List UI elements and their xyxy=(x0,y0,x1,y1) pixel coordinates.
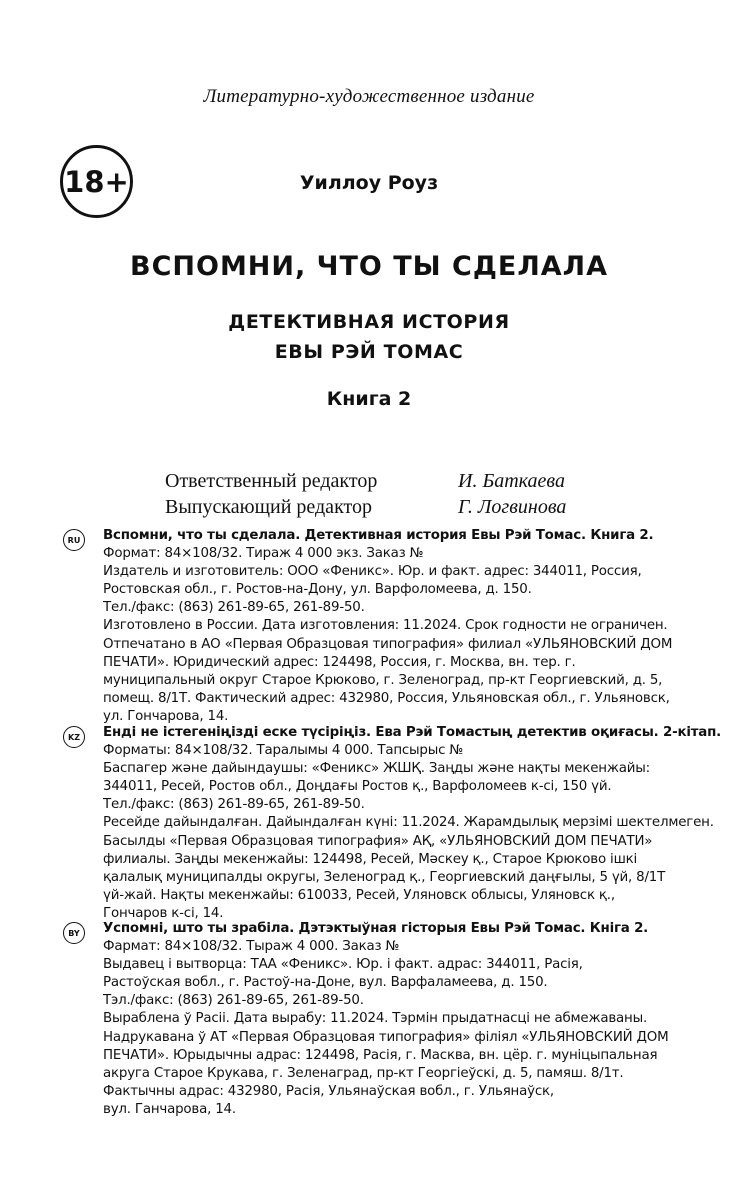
imprint-line: Вспомни, что ты сделала. Детективная история Евы Рэй Томас. Книга 2. xyxy=(103,528,654,543)
book-subtitle-line-2: ЕВЫ РЭЙ ТОМАС xyxy=(274,341,464,363)
imprint-line: Фактычны адрас: 432980, Расія, Ульянаўская вобл., г. Ульянаўск, xyxy=(103,1083,554,1099)
author-name: Уиллоу Роуз xyxy=(299,172,439,194)
imprint-line: Ростовская обл., г. Ростов-на-Дону, ул. Варфоломеева, д. 150. xyxy=(103,582,532,598)
imprint-line: Тел./факс: (863) 261-89-65, 261-89-50. xyxy=(103,797,365,813)
imprint-line: Успомні, што ты зрабіла. Дэтэктыўная гісторыя Евы Рэй Томас. Кніга 2. xyxy=(103,921,649,936)
imprint-line: муниципальный округ Старое Крюково, г. Зеленоград, пр-кт Георгиевский, д. 5, xyxy=(103,672,663,688)
imprint-text xyxy=(103,920,723,1119)
imprint-line: акруга Старое Крукава, г. Зеленаград, пр-кт Георгіеўскі, д. 5, памяш. 8/1т. xyxy=(103,1065,624,1081)
language-ru-icon: RU xyxy=(63,529,85,551)
book-subtitle-line-1: ДЕТЕКТИВНАЯ ИСТОРИЯ xyxy=(228,311,510,333)
imprint-line: Гончаров к-сі, 14. xyxy=(103,905,224,921)
imprint-line: Растоўская вобл., г. Растоў-на-Доне, вул. Варфаламеева, д. 150. xyxy=(103,975,548,991)
imprint-line: вул. Ганчарова, 14. xyxy=(103,1101,236,1117)
imprint-line: Тел./факс: (863) 261-89-65, 261-89-50. xyxy=(103,600,365,616)
editor-role: Выпускающий редактор xyxy=(165,495,372,518)
imprint-line: ПЕЧАТИ». Юрыдычны адрас: 124498, Расія, г. Масква, вн. цёр. г. муніцыпальная xyxy=(103,1047,658,1063)
imprint-line: Надрукавана ў АТ «Первая Образцовая типография» філіял «УЛЬЯНОВСКИЙ ДОМ xyxy=(103,1029,669,1045)
imprint-text xyxy=(103,527,723,726)
imprint-line: Басылды «Первая Образцовая типография» АҚ, «УЛЬЯНОВСКИЙ ДОМ ПЕЧАТИ» xyxy=(103,833,653,849)
imprint-line: Выраблена ў Расіі. Дата вырабу: 11.2024. Тэрмін прыдатнасці не абмежаваны. xyxy=(103,1011,648,1027)
imprint-line: Выдавец і вытворца: ТАА «Феникс». Юр. і факт. адрас: 344011, Расія, xyxy=(103,957,583,973)
imprint-line: Тэл./факс: (863) 261-89-65, 261-89-50. xyxy=(103,993,364,1009)
language-by-icon: BY xyxy=(63,922,85,944)
editor-name: Г. Логвинова xyxy=(458,495,567,518)
edition-type: Литературно-художественное издание xyxy=(203,86,535,107)
book-volume: Книга 2 xyxy=(326,388,412,410)
editors-block xyxy=(165,468,605,520)
imprint-line: помещ. 8/1Т. Фактический адрес: 432980, Россия, Ульяновская обл., г. Ульяновск, xyxy=(103,690,670,706)
imprint-line: ПЕЧАТИ». Юридический адрес: 124498, Россия, г. Москва, вн. тер. г. xyxy=(103,654,576,670)
book-title: ВСПОМНИ, ЧТО ТЫ СДЕЛАЛА xyxy=(130,251,608,282)
imprint-line: Издатель и изготовитель: ООО «Феникс». Юр. и факт. адрес: 344011, Россия, xyxy=(103,564,642,580)
imprint-line: Формат: 84×108/32. Тираж 4 000 экз. Заказ № xyxy=(103,546,424,562)
imprint-text xyxy=(103,724,723,923)
imprint-line: Ресейде дайындалған. Дайындалған күні: 11.2024. Жарамдылық мерзімі шектелмеген. xyxy=(103,815,714,831)
imprint-line: Изготовлено в России. Дата изготовления: 11.2024. Срок годности не ограничен. xyxy=(103,618,668,634)
language-kz-icon: KZ xyxy=(63,726,85,748)
imprint-line: ул. Гончарова, 14. xyxy=(103,708,229,724)
imprint-line: филиалы. Заңды мекенжайы: 124498, Ресей, Мәскеу қ., Старое Крюково ішкі xyxy=(103,851,638,867)
imprint-line: үй-жай. Нақты мекенжайы: 610033, Ресей, Уляновск облысы, Уляновск қ., xyxy=(103,887,615,903)
imprint-line: Форматы: 84×108/32. Таралымы 4 000. Тапсырыс № xyxy=(103,743,464,759)
imprint-line: қалалық муниципалды округы, Зеленоград қ., Георгиевский даңғылы, 5 үй, 8/1Т xyxy=(103,869,666,885)
age-rating-label: 18+ xyxy=(64,164,129,199)
imprint-line: Отпечатано в АО «Первая Образцовая типография» филиал «УЛЬЯНОВСКИЙ ДОМ xyxy=(103,636,673,652)
editor-row xyxy=(165,494,605,520)
editor-role: Ответственный редактор xyxy=(165,469,378,492)
imprint-line: Енді не істегеніңізді еске түсіріңіз. Ева Рэй Томастың детектив оқиғасы. 2-кітап. xyxy=(103,725,722,740)
editor-row xyxy=(165,468,605,494)
imprint-line: Баспагер және дайындаушы: «Феникс» ЖШҚ. Заңды және нақты мекенжайы: xyxy=(103,761,650,777)
editor-name: И. Баткаева xyxy=(458,469,565,492)
imprint-line: Фармат: 84×108/32. Тыраж 4 000. Заказ № xyxy=(103,939,400,955)
imprint-line: 344011, Ресей, Ростов обл., Доңдағы Ростов қ., Варфоломеев к-сі, 150 үй. xyxy=(103,779,612,795)
